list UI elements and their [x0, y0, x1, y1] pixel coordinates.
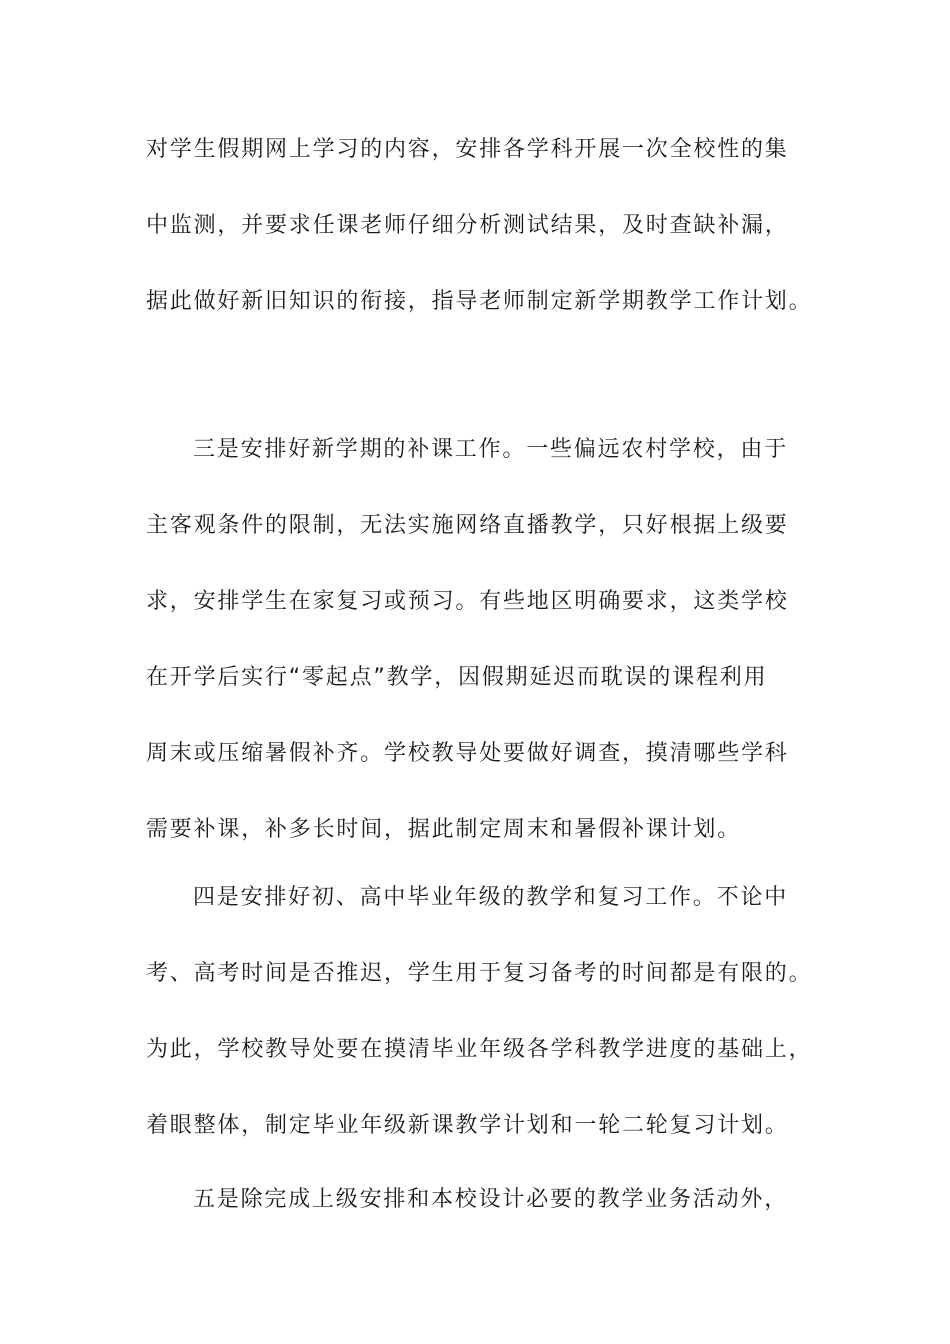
- text-line: 需要补课，补多长时间，据此制定周末和暑假补课计划。: [146, 817, 742, 842]
- text-line: 在开学后实行“零起点”教学，因假期延迟而耽误的课程利用: [146, 665, 768, 690]
- text-line: 主客观条件的限制，无法实施网络直播教学，只好根据上级要: [146, 513, 789, 538]
- text-line: 中监测，并要求任课老师仔细分析测试结果，及时查缺补漏，: [146, 213, 789, 238]
- text-line: 对学生假期网上学习的内容，安排各学科开展一次全校性的集: [146, 137, 789, 162]
- text-line: 据此做好新旧知识的衔接，指导老师制定新学期教学工作计划。: [146, 289, 813, 314]
- text-line: 求，安排学生在家复习或预习。有些地区明确要求，这类学校: [146, 589, 789, 614]
- paragraph-start-line: 五是除完成上级安排和本校设计必要的教学业务活动外，: [193, 1187, 789, 1212]
- text-line: 周末或压缩暑假补齐。学校教导处要做好调查，摸清哪些学科: [146, 741, 789, 766]
- text-line: 考、高考时间是否推迟，学生用于复习备考的时间都是有限的。: [146, 961, 813, 986]
- text-line: 为此，学校教导处要在摸清毕业年级各学科教学进度的基础上，: [146, 1037, 813, 1062]
- paragraph-start-line: 四是安排好初、高中毕业年级的教学和复习工作。不论中: [193, 885, 789, 910]
- paragraph-start-line: 三是安排好新学期的补课工作。一些偏远农村学校，由于: [193, 437, 789, 462]
- text-line: 着眼整体，制定毕业年级新课教学计划和一轮二轮复习计划。: [146, 1113, 789, 1138]
